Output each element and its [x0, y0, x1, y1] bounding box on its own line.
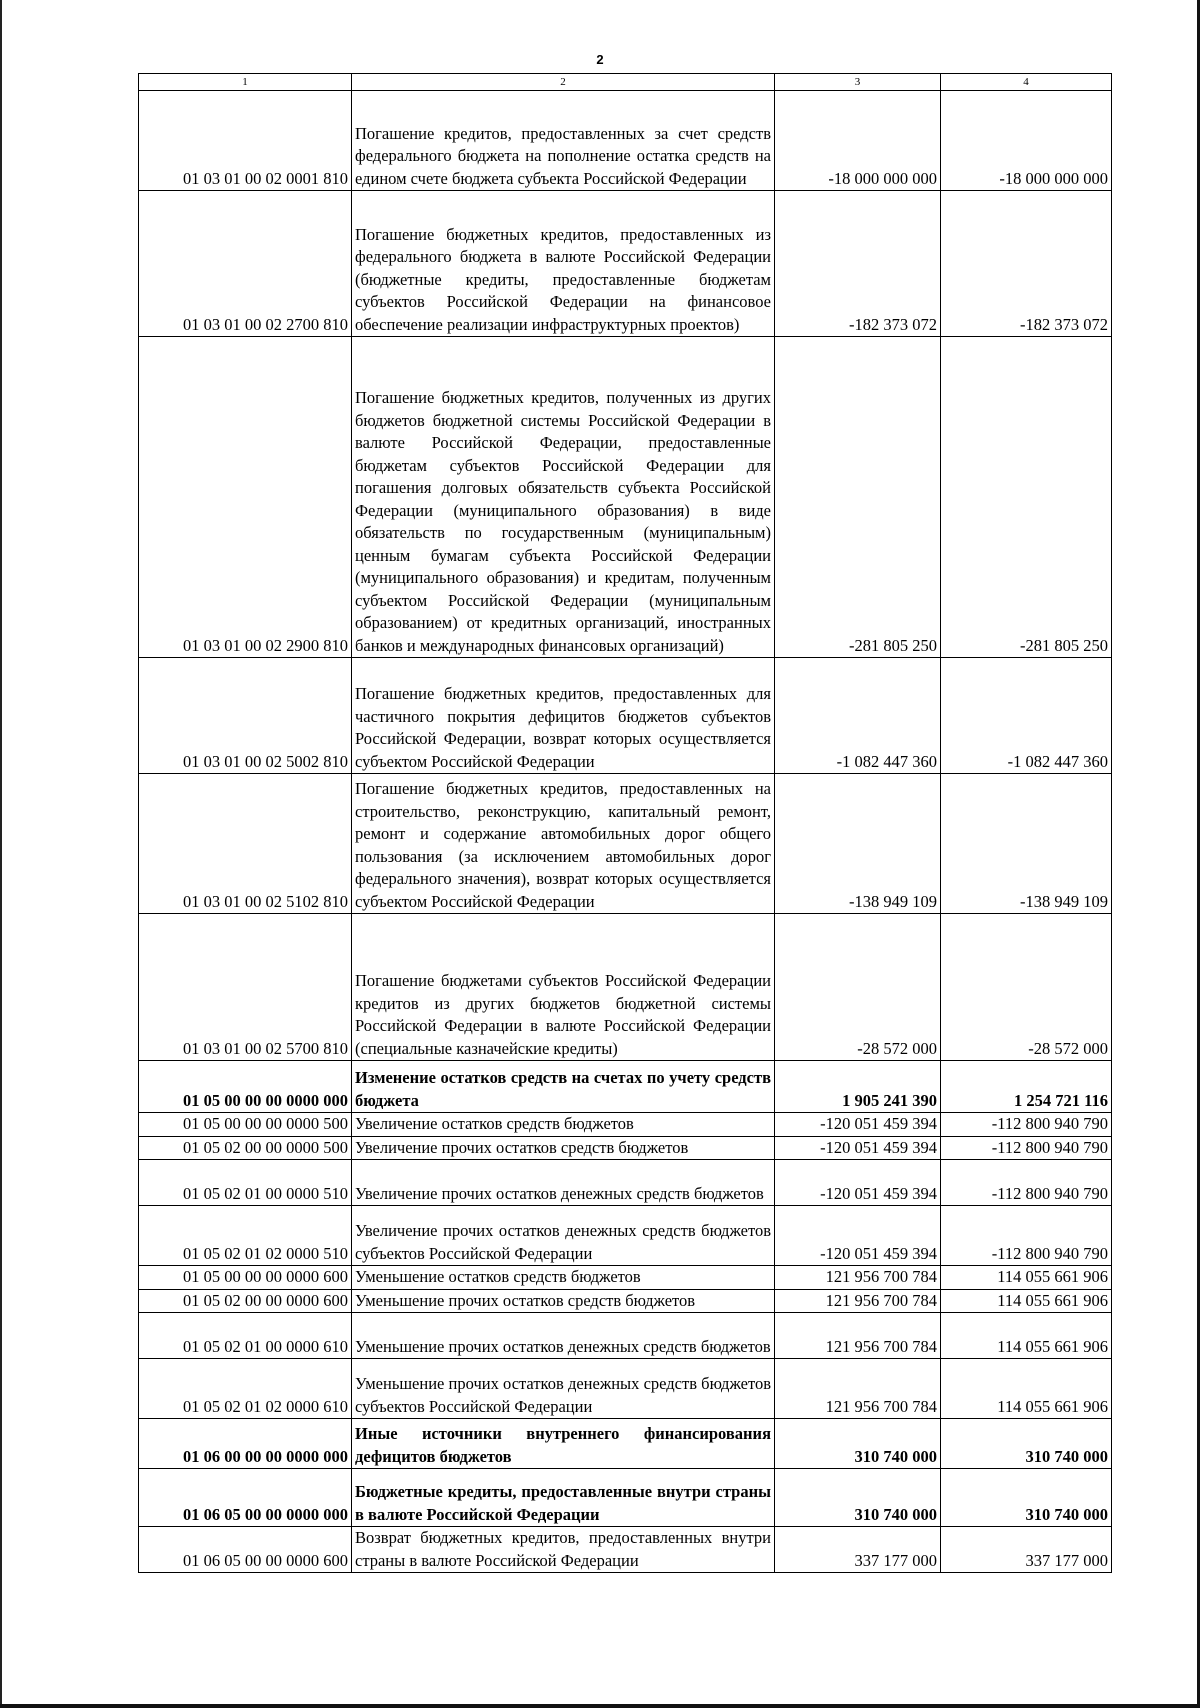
code-cell: 01 03 01 00 02 5102 810 [139, 774, 352, 914]
code-cell: 01 05 02 01 02 0000 610 [139, 1359, 352, 1419]
code-cell: 01 05 02 01 02 0000 510 [139, 1206, 352, 1266]
name-cell: Бюджетные кредиты, предоставленные внутри страны в валюте Российской Федерации [352, 1469, 775, 1527]
table-row [139, 1359, 1112, 1419]
value-col3-cell: 121 956 700 784 [775, 1359, 941, 1419]
name-cell: Погашение бюджетных кредитов, полученных из других бюджетов бюджетной системы Российской Федерации в валюте Российской Федерации, предоставленные бюджетам субъектов Российской Федерации для погашения долговых обязательств субъекта Российской Федерации (муниципального образования) в виде обязательств по государственным (муниципальным) ценным бумагам субъекта Российской Федерации (муниципального образования) и кредитам, полученным субъектом Российской Федерации (муниципальным образованием) от кредитных организаций, иностранных банков и международных финансовых организаций) [352, 337, 775, 658]
table-row [139, 914, 1112, 1061]
code-cell: 01 03 01 00 02 0001 810 [139, 91, 352, 191]
code-cell: 01 05 02 00 00 0000 500 [139, 1136, 352, 1160]
value-col4-cell: -281 805 250 [941, 337, 1112, 658]
table-row [139, 1289, 1112, 1313]
value-col4-cell: -112 800 940 790 [941, 1206, 1112, 1266]
value-col3-cell: -120 051 459 394 [775, 1206, 941, 1266]
name-cell: Погашение бюджетных кредитов, предоставленных из федерального бюджета в валюте Российской Федерации (бюджетные кредиты, предоставленные бюджетам субъектов Российской Федерации на финансовое обеспечение реализации инфраструктурных проектов) [352, 191, 775, 337]
scan-left-edge [0, 0, 2, 1708]
name-cell: Уменьшение прочих остатков денежных средств бюджетов [352, 1313, 775, 1359]
code-cell: 01 05 02 01 00 0000 610 [139, 1313, 352, 1359]
value-col4-cell: -138 949 109 [941, 774, 1112, 914]
value-col4-cell: 114 055 661 906 [941, 1359, 1112, 1419]
value-col4-cell: -112 800 940 790 [941, 1160, 1112, 1206]
code-cell: 01 03 01 00 02 5700 810 [139, 914, 352, 1061]
header-col-1: 1 [139, 74, 352, 91]
value-col3-cell: 337 177 000 [775, 1527, 941, 1573]
table-row [139, 1061, 1112, 1113]
code-cell: 01 05 02 00 00 0000 600 [139, 1289, 352, 1313]
value-col4-cell: -28 572 000 [941, 914, 1112, 1061]
name-cell: Увеличение прочих остатков средств бюджетов [352, 1136, 775, 1160]
value-col3-cell: -281 805 250 [775, 337, 941, 658]
value-col4-cell: -1 082 447 360 [941, 658, 1112, 774]
name-cell: Изменение остатков средств на счетах по учету средств бюджета [352, 1061, 775, 1113]
code-cell: 01 03 01 00 02 5002 810 [139, 658, 352, 774]
value-col4-cell: 114 055 661 906 [941, 1266, 1112, 1290]
table-row [139, 658, 1112, 774]
table-row [139, 1469, 1112, 1527]
table-row [139, 1113, 1112, 1137]
value-col3-cell: 121 956 700 784 [775, 1266, 941, 1290]
name-cell: Увеличение прочих остатков денежных средств бюджетов субъектов Российской Федерации [352, 1206, 775, 1266]
code-cell: 01 03 01 00 02 2900 810 [139, 337, 352, 658]
header-col-4: 4 [941, 74, 1112, 91]
value-col3-cell: -120 051 459 394 [775, 1113, 941, 1137]
value-col4-cell: -112 800 940 790 [941, 1113, 1112, 1137]
value-col4-cell: -112 800 940 790 [941, 1136, 1112, 1160]
code-cell: 01 05 00 00 00 0000 000 [139, 1061, 352, 1113]
header-col-2: 2 [352, 74, 775, 91]
value-col4-cell: 310 740 000 [941, 1419, 1112, 1469]
name-cell: Уменьшение прочих остатков денежных средств бюджетов субъектов Российской Федерации [352, 1359, 775, 1419]
value-col3-cell: -1 082 447 360 [775, 658, 941, 774]
value-col3-cell: -120 051 459 394 [775, 1160, 941, 1206]
value-col3-cell: -120 051 459 394 [775, 1136, 941, 1160]
table-row [139, 191, 1112, 337]
value-col4-cell: 337 177 000 [941, 1527, 1112, 1573]
name-cell: Уменьшение прочих остатков средств бюджетов [352, 1289, 775, 1313]
code-cell: 01 05 00 00 00 0000 600 [139, 1266, 352, 1290]
table-row [139, 1206, 1112, 1266]
code-cell: 01 05 02 01 00 0000 510 [139, 1160, 352, 1206]
name-cell: Иные источники внутреннего финансирования дефицитов бюджетов [352, 1419, 775, 1469]
name-cell: Погашение бюджетных кредитов, предоставленных для частичного покрытия дефицитов бюджетов субъектов Российской Федерации, возврат которых осуществляется субъектом Российской Федерации [352, 658, 775, 774]
value-col3-cell: 121 956 700 784 [775, 1289, 941, 1313]
table-row [139, 1313, 1112, 1359]
code-cell: 01 06 00 00 00 0000 000 [139, 1419, 352, 1469]
name-cell: Погашение бюджетных кредитов, предоставленных на строительство, реконструкцию, капитальный ремонт, ремонт и содержание автомобильных дорог общего пользования (за исключением автомобильных дорог федерального значения), возврат которых осуществляется субъектом Российской Федерации [352, 774, 775, 914]
value-col4-cell: 310 740 000 [941, 1469, 1112, 1527]
table-row [139, 1136, 1112, 1160]
name-cell: Погашение кредитов, предоставленных за счет средств федерального бюджета на пополнение остатка средств на едином счете бюджета субъекта Российской Федерации [352, 91, 775, 191]
code-cell: 01 06 05 00 00 0000 600 [139, 1527, 352, 1573]
value-col4-cell: -18 000 000 000 [941, 91, 1112, 191]
page-number: 2 [596, 52, 604, 67]
name-cell: Возврат бюджетных кредитов, предоставленных внутри страны в валюте Российской Федерации [352, 1527, 775, 1573]
budget-sources-table [138, 73, 1112, 1573]
table-header-row [139, 74, 1112, 91]
value-col3-cell: -18 000 000 000 [775, 91, 941, 191]
value-col3-cell: 310 740 000 [775, 1419, 941, 1469]
value-col4-cell: 114 055 661 906 [941, 1289, 1112, 1313]
value-col4-cell: 114 055 661 906 [941, 1313, 1112, 1359]
table-row [139, 1160, 1112, 1206]
value-col3-cell: -138 949 109 [775, 774, 941, 914]
name-cell: Увеличение остатков средств бюджетов [352, 1113, 775, 1137]
table-row [139, 774, 1112, 914]
value-col3-cell: 121 956 700 784 [775, 1313, 941, 1359]
table-row [139, 337, 1112, 658]
value-col3-cell: -182 373 072 [775, 191, 941, 337]
table-row [139, 91, 1112, 191]
scan-bottom-edge [0, 1704, 1200, 1708]
header-col-3: 3 [775, 74, 941, 91]
name-cell: Погашение бюджетами субъектов Российской Федерации кредитов из других бюджетов бюджетной системы Российской Федерации в валюте Российской Федерации (специальные казначейские кредиты) [352, 914, 775, 1061]
value-col3-cell: 310 740 000 [775, 1469, 941, 1527]
code-cell: 01 05 00 00 00 0000 500 [139, 1113, 352, 1137]
code-cell: 01 06 05 00 00 0000 000 [139, 1469, 352, 1527]
name-cell: Уменьшение остатков средств бюджетов [352, 1266, 775, 1290]
value-col4-cell: -182 373 072 [941, 191, 1112, 337]
code-cell: 01 03 01 00 02 2700 810 [139, 191, 352, 337]
value-col3-cell: -28 572 000 [775, 914, 941, 1061]
table-row [139, 1419, 1112, 1469]
table-row [139, 1266, 1112, 1290]
name-cell: Увеличение прочих остатков денежных средств бюджетов [352, 1160, 775, 1206]
table-row [139, 1527, 1112, 1573]
value-col3-cell: 1 905 241 390 [775, 1061, 941, 1113]
value-col4-cell: 1 254 721 116 [941, 1061, 1112, 1113]
